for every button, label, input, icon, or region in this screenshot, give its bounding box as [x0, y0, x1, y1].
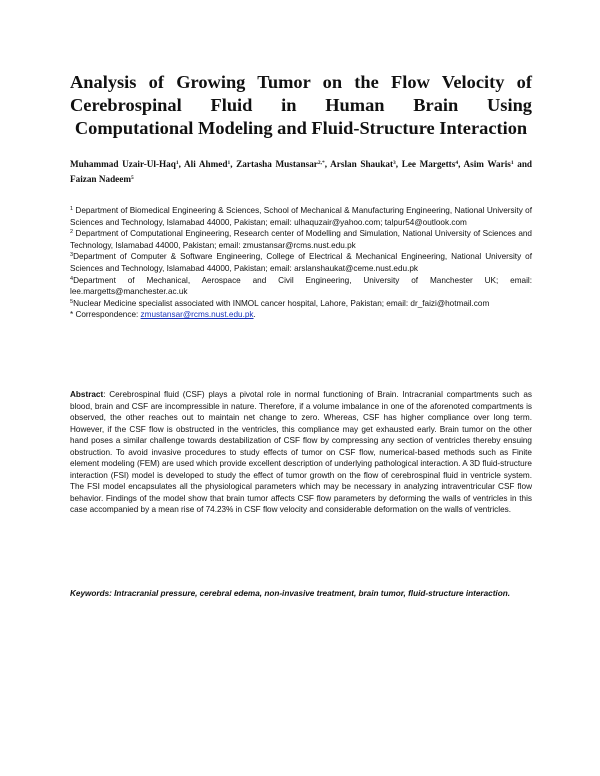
author: Ali Ahmed$^1$,: [184, 159, 237, 169]
correspondence: * Correspondence: zmustansar@rcms.nust.edu.pk.: [70, 310, 256, 320]
affiliation: $^4$Department of Mechanical, Aerospace and Civil Engineering, University of Manchester UK; email: lee.margetts@manchester.ac.uk: [70, 275, 532, 297]
author: Muhammad Uzair-Ul-Haq$^1$,: [70, 159, 185, 169]
author-list: [70, 157, 532, 186]
affiliation: $^5$Nuclear Medicine specialist associated with INMOL cancer hospital, Lahore, Pakistan; email: dr_faizi@hotmail.com: [70, 298, 490, 308]
paper-title: Analysis of Growing Tumor on the Flow Velocity of Cerebrospinal Fluid in Human Brain Using Computational Modeling and Fluid-Structure Interaction: [70, 72, 532, 138]
abstract-text: : Cerebrospinal fluid (CSF) plays a pivotal role in normal functioning of Brain. Intracranial compartments such as blood, brain and CSF are incompressible in nature. Therefore, if a volume imbalance in one of the aforenoted compartments is observed, the other reaches out to maintain net change to zero. Whereas, CSF has higher compliance over long term. However, if the CSF flow is obstructed in the ventricles, this compliance may get exhausted early. Brain tumor on the other hand poses a similar challenge towards destabilization of CSF flow by compressing any section of ventricles thereby ensuing obstruction. To avoid invasive procedures to study effects of tumor on CSF flow, numerical-based methods such as Finite element modeling (FEM) are used which provide excellent description of underlying pathological interaction. A 3D fluid-structure interaction (FSI) model is developed to study the effect of tumor growth on the flow of cerebrospinal fluid in ventricle system. The FSI model encapsulates all the physiological parameters which may be necessary in analyzing intraventricular CSF flow behavior. Findings of the model show that brain tumor affects CSF flow parameters by deforming the walls of ventricles in this case accompanied by a mean rise of 74.23% in CSF flow velocity and considerable deformation on the walls of ventricles.: [70, 390, 532, 514]
affiliation: $^3$Department of Computer & Software Engineering, College of Electrical & Mechanical Engineering, National University of Sciences and Technology, Islamabad 44000, Pakistan; email: arslanshaukat@ceme.nust.edu.pk: [70, 252, 532, 273]
affiliation: $^1$ Department of Biomedical Engineering & Sciences, School of Mechanical & Manufacturing Engineering, National University of Sciences and Technology, Islamabad 44000, Pakistan; email: ulhaquzair@yahoo.com; talpur54@outlook.com: [70, 206, 532, 227]
author: Arslan Shaukat$^3$,: [330, 159, 402, 169]
correspondence-email-link[interactable]: zmustansar@rcms.nust.edu.pk: [140, 310, 254, 320]
author: Zartasha Mustansar$^{2,*}$,: [236, 159, 331, 169]
affiliations: [70, 205, 532, 321]
abstract-label: Abstract: [70, 390, 104, 399]
affiliation: $^2$ Department of Computational Engineering, Research center of Modelling and Simulation, National University of Sciences and Technology, Islamabad 44000, Pakistan; email: zmustansar@rcms.nust.edu.pk: [70, 229, 532, 250]
author: Faizan Nadeem$^5$: [70, 173, 134, 184]
abstract: [70, 389, 532, 516]
keywords: Keywords: Intracranial pressure, cerebral edema, non-invasive treatment, brain tumor, fluid-structure interaction.: [70, 589, 510, 598]
author: Asim Waris$^1$ and: [463, 159, 533, 169]
author: Lee Margetts$^4$,: [401, 159, 464, 169]
